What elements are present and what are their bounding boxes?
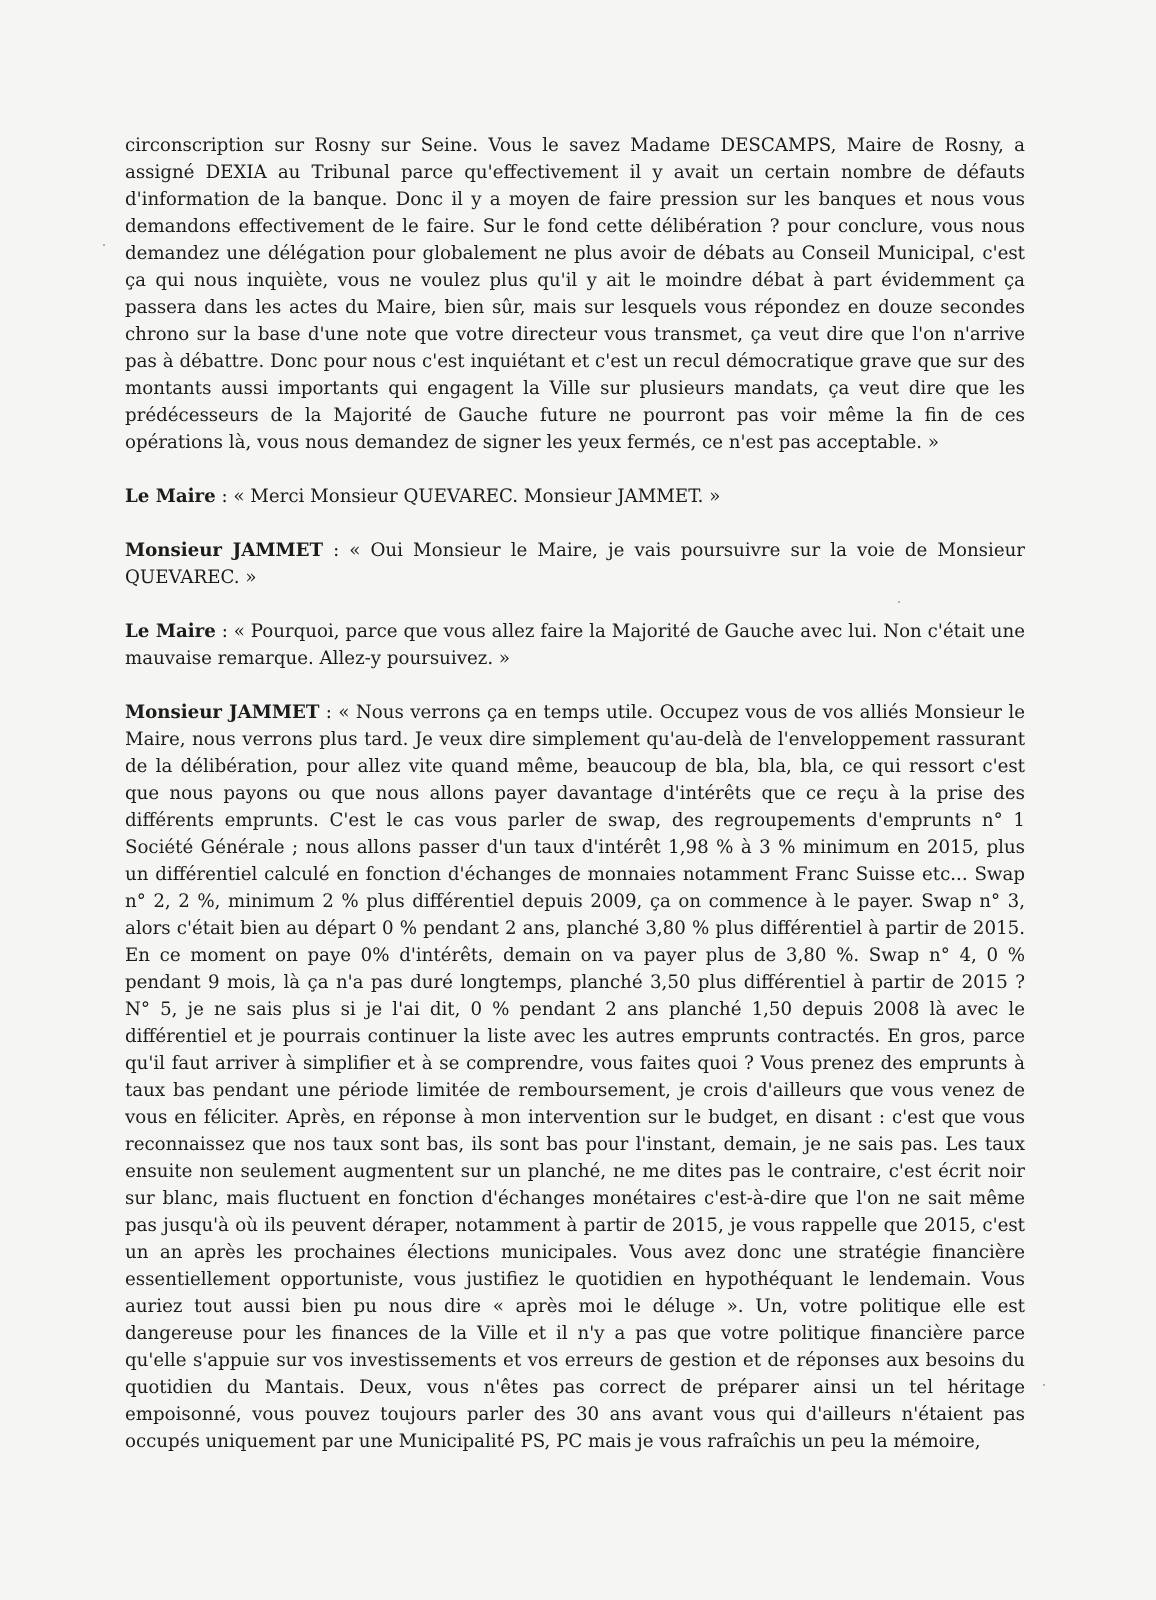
scan-speck bbox=[1043, 1384, 1045, 1386]
scan-speck bbox=[898, 601, 900, 603]
paragraph-text: : « Nous verrons ça en temps utile. Occupez vous de vos alliés Monsieur le Maire, nous verrons plus tard. Je veux dire simplement qu'au-delà de l'enveloppement rassurant de la délibération, pour allez vite quand même, beaucoup de bla, bla, bla, ce qui ressort c'est que nous payons ou que nous allons payer davantage d'intérêts que ce reçu à la prise des différents emprunts. C'est le cas vous parler de swap, des regroupements d'emprunts n° 1 Société Générale ; nous allons passer d'un taux d'intérêt 1,98 % à 3 % minimum en 2015, plus un différentiel calculé en fonction d'échanges de monnaies notamment Franc Suisse etc... Swap n° 2, 2 %, minimum 2 % plus différentiel depuis 2009, ça on commence à le payer. Swap n° 3, alors c'était bien au départ 0 % pendant 2 ans, planché 3,80 % plus différentiel à partir de 2015. En ce moment on paye 0% d'intérêts, demain on va payer plus de 3,80 %. Swap n° 4, 0 % pendant 9 mois, là ça n'a pas duré longtemps, planché 3,50 plus différentiel à partir de 2015 ? N° 5, je ne sais plus si je l'ai dit, 0 % pendant 2 ans planché 1,50 depuis 2008 là avec le différentiel et je pourrais continuer la liste avec les autres emprunts contractés. En gros, parce qu'il faut arriver à simplifier et à se comprendre, vous faites quoi ? Vous prenez des emprunts à taux bas pendant une période limitée de remboursement, je crois d'ailleurs que vous venez de vous en féliciter. Après, en réponse à mon intervention sur le budget, en disant : c'est que vous reconnaissez que nos taux sont bas, ils sont bas pour l'instant, demain, je ne sais pas. Les taux ensuite non seulement augmentent sur un planché, ne me dites pas le contraire, c'est écrit noir sur blanc, mais fluctuent en fonction d'échanges monétaires c'est-à-dire que l'on ne sait même pas jusqu'à où ils peuvent déraper, notamment à partir de 2015, je vous rappelle que 2015, c'est un an après les prochaines élections municipales. Vous avez donc une stratégie financière essentiellement opportuniste, vous justifiez le quotidien en hypothéquant le lendemain. Vous auriez tout aussi bien pu nous dire « après moi le déluge ». Un, votre politique elle est dangereuse pour les finances de la Ville et il n'y a pas que votre politique financière parce qu'elle s'appuie sur vos investissements et vos erreurs de gestion et de réponses aux besoins du quotidien du Mantais. Deux, vous n'êtes pas correct de préparer ainsi un tel héritage empoisonné, vous pouvez toujours parler des 30 ans avant vous qui d'ailleurs n'étaient pas occupés uniquement par une Municipalité PS, PC mais je vous rafraîchis un peu la mémoire, bbox=[125, 702, 1025, 1452]
scan-speck bbox=[103, 244, 105, 246]
paragraph-le-maire-2 bbox=[125, 618, 1025, 672]
paragraph-text: : « Pourquoi, parce que vous allez faire la Majorité de Gauche avec lui. Non c'était une mauvaise remarque. Allez-y poursuivez. » bbox=[125, 621, 1025, 669]
speaker-name: Monsieur JAMMET bbox=[125, 702, 320, 723]
speaker-name: Monsieur JAMMET bbox=[125, 540, 324, 561]
speaker-name: Le Maire bbox=[125, 486, 216, 507]
speaker-name: Le Maire bbox=[125, 621, 216, 642]
paragraph-jammet-2 bbox=[125, 699, 1025, 1455]
paragraph-jammet-1 bbox=[125, 537, 1025, 591]
paragraph-le-maire-1 bbox=[125, 483, 1025, 510]
paragraph-text: circonscription sur Rosny sur Seine. Vous le savez Madame DESCAMPS, Maire de Rosny, a assigné DEXIA au Tribunal parce qu'effectivement il y avait un certain nombre de défauts d'information de la banque. Donc il y a moyen de faire pression sur les banques et nous vous demandons effectivement de le faire. Sur le fond cette délibération ? pour conclure, vous nous demandez une délégation pour globalement ne plus avoir de débats au Conseil Municipal, c'est ça qui nous inquiète, vous ne voulez plus qu'il y ait le moindre débat à part évidemment ça passera dans les actes du Maire, bien sûr, mais sur lesquels vous répondez en douze secondes chrono sur la base d'une note que votre directeur vous transmet, ça veut dire que l'on n'arrive pas à débattre. Donc pour nous c'est inquiétant et c'est un recul démocratique grave que sur des montants aussi importants qui engagent la Ville sur plusieurs mandats, ça veut dire que les prédécesseurs de la Majorité de Gauche future ne pourront pas voir même la fin de ces opérations là, vous nous demandez de signer les yeux fermés, ce n'est pas acceptable. » bbox=[125, 135, 1025, 453]
paragraph-text: : « Merci Monsieur QUEVAREC. Monsieur JAMMET. » bbox=[215, 486, 721, 507]
document-body bbox=[125, 132, 1025, 1482]
paragraph-text: : « Oui Monsieur le Maire, je vais poursuivre sur la voie de Monsieur QUEVAREC. » bbox=[125, 540, 1025, 588]
paragraph-continuation bbox=[125, 132, 1025, 456]
